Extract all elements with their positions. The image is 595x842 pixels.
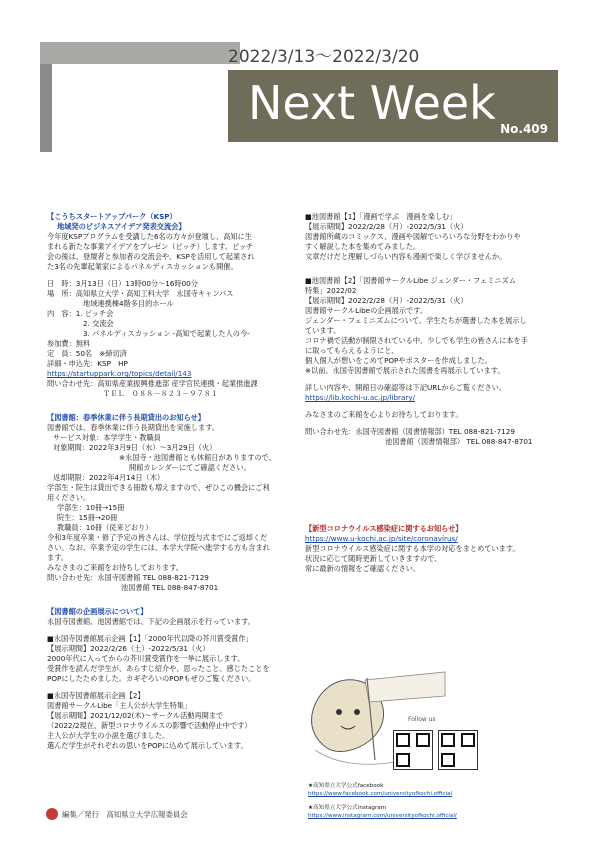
- text-line: 今年度KSPプログラムを受講した6名の方々が登壇し、高知に生: [47, 232, 252, 241]
- text-line: 永国寺図書館、池図書館では、下記の企画展示を行っています。: [47, 617, 255, 626]
- text-line: 【展示期間】2022/2/28（月）-2022/5/31（火）: [305, 222, 468, 231]
- text-line: すく解説した本を集めてみました。: [305, 242, 421, 251]
- text-line: さい。なお、卒業予定の学生には、本学大学院へ進学する方も含まれ: [47, 543, 270, 552]
- header-accent-bar-top: [40, 42, 240, 64]
- section-title: 地域発のビジネスアイデア発表交流会】: [57, 222, 186, 231]
- text-line: 【展示期間】2022/2/26（土）-2022/5/31（火）: [47, 644, 210, 653]
- text-line: ます。: [47, 553, 68, 562]
- text-line: 受賞作を読んだ学生が、あらすじ紹介や、思ったこと、感じたことを: [47, 664, 270, 673]
- university-logo-icon: [46, 808, 58, 820]
- page-title: Next Week: [248, 76, 496, 130]
- text-line: 詳しい内容や、開館日の確認等は下記URLからご覧ください。: [305, 383, 506, 392]
- issue-number: No.409: [500, 122, 548, 136]
- text-line: 学部生・院生は貸出できる冊数も増えますので、ぜひこの機会にご利: [47, 483, 270, 492]
- text-line: 文章だけだと理解しづらい内容も漫画で楽しく学びませんか。: [305, 252, 507, 261]
- text-line: 日 時：3月13日（日）13時00分～16時00分: [47, 279, 198, 288]
- text-line: に取ってもらえるようにと、: [305, 346, 399, 355]
- text-line: ＴＥＬ ０８８－８２３－９７８１: [103, 389, 219, 398]
- text-line: サービス対象：本学学生・教職員: [53, 433, 161, 442]
- text-line: 返却期限：2022年4月14日（木）: [53, 473, 165, 482]
- text-line: POPにしたためました。カギぞろいのPOPもぜひご覧ください。: [47, 674, 256, 683]
- text-line: 主人公が大学生の小説を選びました。: [47, 731, 170, 740]
- text-line: 問い合わせ先：永国寺図書館 TEL 088-821-7129: [47, 573, 209, 582]
- footer-credit: 編集／発行 高知県立大学広報委員会: [62, 810, 188, 819]
- date-range: 2022/3/13～2022/3/20: [228, 47, 420, 67]
- text-line: 内 容：1. ピッチ会: [47, 309, 114, 318]
- text-line: 詳細・申込先：KSP HP: [47, 359, 128, 368]
- text-line: 問い合わせ先：高知県産業振興推進部 産学官民連携・起業推進課: [47, 379, 258, 388]
- text-line: 令和3年度卒業・修了予定の皆さんは、学位授与式までにご返却くだ: [47, 533, 268, 542]
- text-line: 個人個人が想いをこめてPOPやポスターを作成しました。: [305, 356, 492, 365]
- text-line: 会の後は、登壇者と参加者の交流会や、KSPを活用して起業され: [47, 252, 255, 261]
- text-line: ■池図書館【2】「図書館サークルLibe ジェンダー・フェミニズム: [305, 276, 516, 285]
- left-column: [47, 212, 302, 751]
- text-line: 問い合わせ先：永国寺図書館（図書情報部）TEL 088-821-7129: [305, 427, 515, 436]
- text-line: 図書館では、春季休業に伴う長期貸出を実施します。: [47, 423, 219, 432]
- text-line: 常に最新の情報をご確認ください。: [305, 564, 421, 573]
- text-line: 2. 交流会: [83, 319, 114, 328]
- text-line: ■池図書館【1】「漫画で学ぶ 漫画を楽しむ」: [305, 212, 457, 221]
- text-line: 池図書館 TEL 088-847-8701: [121, 583, 219, 592]
- facebook-link[interactable]: https://www.facebook.com/universityofkochi.official: [308, 791, 453, 797]
- facebook-qr-code[interactable]: [393, 730, 433, 770]
- ksp-link[interactable]: https://startuppark.org/topics/detail/143: [47, 369, 192, 378]
- facebook-label: ★高知県立大学公式facebook: [308, 783, 384, 789]
- text-line: ジェンダー・フェミニズムについて、学生たちが選書した本を展示し: [305, 316, 527, 325]
- corona-notice: [305, 524, 560, 574]
- text-line: 図書館サークルLibe「主人公が大学生特集」: [47, 701, 192, 710]
- text-line: ■永国寺図書館展示企画【2】: [47, 691, 145, 700]
- text-line: 状況に応じて随時更新していきますので、: [305, 554, 442, 563]
- text-line: 図書館所蔵のコミックス、漫画や図解でいろいろな分野をわかりや: [305, 232, 521, 241]
- text-line: 開館カレンダーにてご確認ください。: [129, 463, 251, 472]
- text-line: ■永国寺図書館展示企画【1】「2000年代以降の芥川賞受賞作」: [47, 634, 253, 643]
- header-title-box: [228, 70, 558, 142]
- instagram-link[interactable]: https://www.instagram.com/universityofkochi.official/: [308, 813, 457, 819]
- text-line: ています。: [305, 326, 341, 335]
- text-line: 2000年代に入ってからの芥川賞受賞作を一挙に展示します。: [47, 654, 245, 663]
- text-line: （2022/2現在、新型コロナウイルスの影響で活動停止中です）: [47, 721, 252, 730]
- text-line: 3. パネルディスカッション -高知で起業した人の今-: [83, 329, 250, 338]
- sns-links: [308, 782, 457, 820]
- text-line: 学部生：10冊→15冊: [57, 503, 125, 512]
- section-title: 【新型コロナウイルス感染症に関するお知らせ】: [305, 524, 463, 533]
- text-line: まれる新たな事業アイデアをプレゼン（ピッチ）します。ピッチ: [47, 242, 254, 251]
- instagram-label: ★高知県立大学公式instagram: [308, 805, 387, 811]
- section-title: 【図書館の企画展示について】: [47, 607, 148, 616]
- section-title: 【こうちスタートアップパーク（KSP）: [47, 212, 177, 221]
- text-line: コロナ禍で活動が制限されている中、少しでも学生の皆さんに本を手: [305, 336, 528, 345]
- follow-us-label: Follow us: [408, 716, 436, 723]
- text-line: 新型コロナウイルス感染症に関する本学の対応をまとめています。: [305, 544, 520, 553]
- text-line: 【展示期間】2021/12/02(木)～サークル活動再開まで: [47, 711, 224, 720]
- text-line: 教職員：10冊（従来どおり）: [57, 523, 153, 532]
- library-link[interactable]: https://lib.kochi-u.ac.jp/library/: [305, 393, 416, 402]
- text-line: 選んだ学生がそれぞれの思いをPOPに込めて展示しています。: [47, 741, 248, 750]
- text-line: 池図書館（図書情報部） TEL 088-847-8701: [385, 437, 533, 446]
- text-line: みなさまのご来館をお待ちしております。: [47, 563, 183, 572]
- text-line: 対象期間：2022年3月9日（水）～3月29日（火）: [53, 443, 217, 452]
- text-line: 参加費：無料: [47, 339, 91, 348]
- section-title: 【図書館：春季休業に伴う長期貸出のお知らせ】: [47, 413, 205, 422]
- text-line: 特集」2022/02: [305, 286, 357, 295]
- instagram-qr-code[interactable]: [438, 730, 478, 770]
- text-line: 図書館サークルLibeの企画展示です。: [305, 306, 428, 315]
- text-line: 場 所：高知県立大学・高知工科大学 永国寺キャンパス: [47, 289, 234, 298]
- text-line: 地域連携棟4階多目的ホール: [83, 299, 174, 308]
- text-line: ※永国寺・池図書館とも休館日がありますので、: [119, 453, 276, 462]
- text-line: 院生：15冊→20冊: [57, 513, 118, 522]
- right-column: [305, 212, 560, 447]
- text-line: みなさまのご来館を心よりお待ちしております。: [305, 410, 463, 419]
- text-line: 定 員：50名 ※締切済: [47, 349, 127, 358]
- text-line: 【展示期間】2022/2/28（月）-2022/5/31（火）: [305, 296, 468, 305]
- coronavirus-link[interactable]: https://www.u-kochi.ac.jp/site/coronavirus/: [305, 534, 458, 543]
- text-line: ※以前、永国寺図書館で展示された図書を再展示しています。: [305, 366, 505, 375]
- text-line: 用ください。: [47, 493, 91, 502]
- text-line: た3名の先輩起業家によるパネルディスカッションも開催。: [47, 262, 238, 271]
